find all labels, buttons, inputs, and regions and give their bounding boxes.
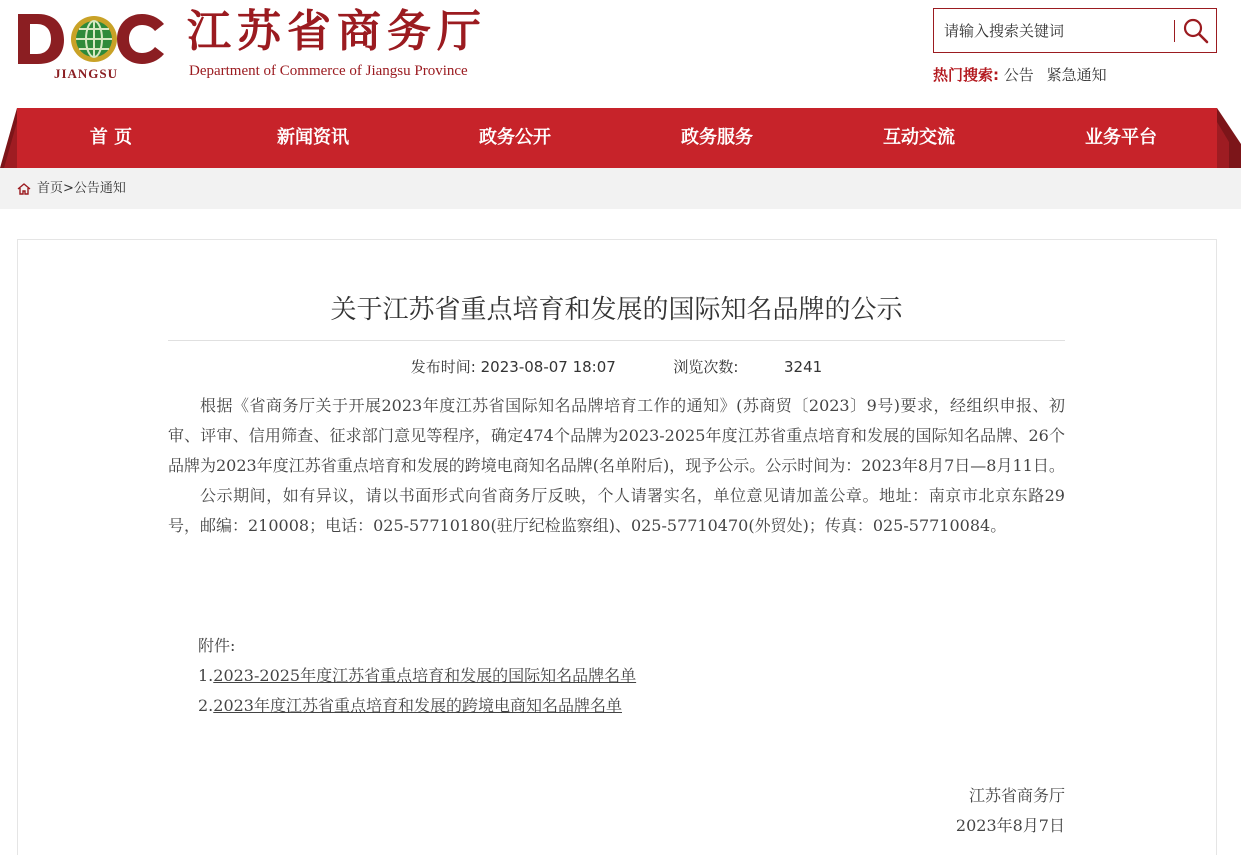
article-title: 关于江苏省重点培育和发展的国际知名品牌的公示	[330, 295, 903, 325]
nav-item-gov-affairs[interactable]: 政务公开	[479, 127, 551, 148]
views-count: 3241	[784, 358, 823, 376]
article-meta	[168, 357, 1065, 377]
article-paragraph: 根据《省商务厅关于开展2023年度江苏省国际知名品牌培育工作的通知》(苏商贸〔2023〕9号)要求，经组织申报、初审、评审、信用筛查、征求部门意见等程序，确定474个品牌为2023-2025年度江苏省重点培育和发展的国际知名品牌、26个品牌为2023年度江苏省重点培育和发展的跨境电商知名品牌(名单附后)，现予公示。公示时间为：2023年8月7日—8月11日。	[168, 396, 1065, 475]
breadcrumb-current[interactable]: 公告通知	[73, 181, 126, 196]
hot-search-label: 热门搜索:	[933, 66, 999, 84]
site-header	[0, 0, 1241, 108]
breadcrumb	[17, 180, 126, 197]
hot-search	[933, 65, 1115, 85]
search-button[interactable]	[1180, 15, 1212, 47]
signature-date: 2023年8月7日	[955, 816, 1065, 835]
doc-logo-icon	[16, 10, 168, 68]
home-icon	[17, 183, 31, 195]
breadcrumb-separator: >	[63, 181, 74, 196]
content-card	[17, 239, 1217, 855]
views-label: 浏览次数:	[673, 358, 739, 376]
site-logo[interactable]	[16, 10, 168, 82]
attachment-link[interactable]: 2023年度江苏省重点培育和发展的跨境电商知名品牌名单	[213, 696, 622, 715]
breadcrumb-bar	[0, 168, 1241, 209]
logo-jiangsu-text: JIANGSU	[53, 66, 119, 81]
site-subtitle: Department of Commerce of Jiangsu Province	[189, 63, 468, 79]
attachment-item	[198, 691, 898, 721]
attachments-label: 附件:	[198, 636, 236, 655]
search-icon	[1180, 15, 1212, 47]
hot-search-item[interactable]: 公告	[1003, 66, 1034, 84]
nav-item-news[interactable]: 新闻资讯	[277, 127, 349, 148]
site-title: 江苏省商务厅	[187, 6, 487, 57]
attachment-item	[198, 661, 898, 691]
search-divider	[1174, 20, 1175, 42]
title-divider	[168, 340, 1065, 341]
search-box	[933, 8, 1217, 53]
nav-item-platforms[interactable]: 业务平台	[1085, 127, 1157, 148]
attachment-number: 1.	[198, 666, 214, 685]
signature-org: 江苏省商务厅	[968, 786, 1065, 805]
nav-item-interaction[interactable]: 互动交流	[883, 127, 955, 148]
article-paragraph: 公示期间，如有异议，请以书面形式向省商务厅反映，个人请署实名，单位意见请加盖公章。地址：南京市北京东路29号，邮编：210008；电话：025-57710180(驻厅纪检监察组)、025-57710470(外贸处)；传真：025-57710084。	[168, 486, 1065, 535]
nav-item-services[interactable]: 政务服务	[681, 127, 753, 148]
attachment-link[interactable]: 2023-2025年度江苏省重点培育和发展的国际知名品牌名单	[213, 666, 637, 685]
publish-time-label: 发布时间:	[410, 358, 476, 376]
search-input[interactable]	[944, 19, 1169, 43]
breadcrumb-home[interactable]: 首页	[37, 181, 64, 196]
article-body	[168, 391, 1065, 541]
main-nav	[0, 108, 1241, 168]
publish-time: 2023-08-07 18:07	[480, 358, 616, 376]
hot-search-item[interactable]: 紧急通知	[1046, 66, 1107, 84]
nav-left-wing	[0, 108, 17, 168]
nav-item-home[interactable]: 首 页	[89, 127, 133, 148]
attachments	[198, 631, 898, 721]
attachment-number: 2.	[198, 696, 214, 715]
article-signature	[900, 781, 1065, 841]
nav-right-wing	[1217, 108, 1241, 168]
